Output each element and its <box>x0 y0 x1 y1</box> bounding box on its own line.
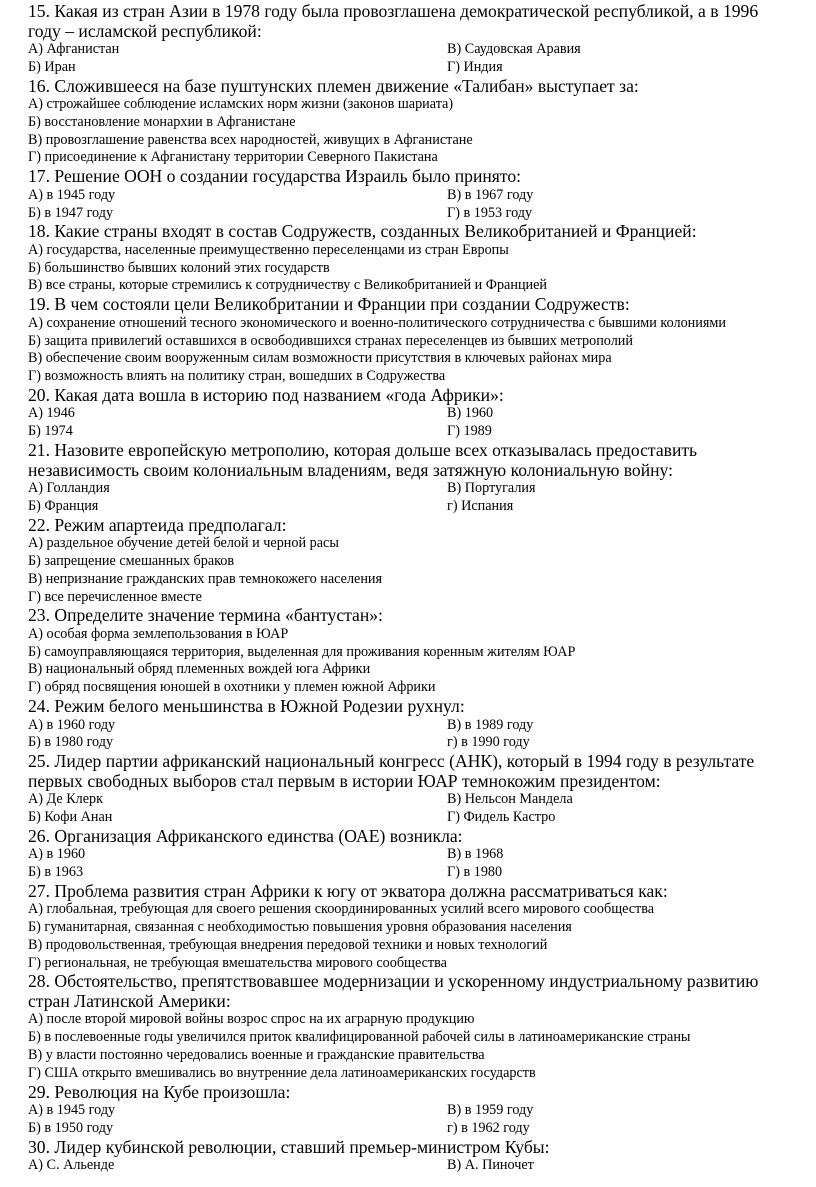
question-block <box>28 1083 788 1138</box>
answer-option: В) в 1959 году <box>447 1102 534 1119</box>
answer-row <box>28 791 788 809</box>
answer-option: В) в 1967 году <box>447 186 534 203</box>
answer-option: А) в 1945 году <box>28 186 116 203</box>
answer-option: Г) США открыто вмешивались во внутренние дела латиноамериканских государств <box>28 1064 536 1081</box>
question-text: 25. Лидер партии африканский национальный конгресс (АНК), который в 1994 году в результате первых свободных выборов стал первым в истории ЮАР темнокожим президентом: <box>28 751 755 791</box>
answer-option: А) глобальная, требующая для своего решения скоординированных усилий всего мирового сообщества <box>28 901 655 918</box>
answer-option: Б) Франция <box>28 497 99 514</box>
question-text: 30. Лидер кубинской революции, ставший премьер-министром Кубы: <box>28 1136 550 1157</box>
answer-option: А) государства, населенные преимущественно переселенцами из стран Европы <box>28 241 509 258</box>
answer-row <box>28 405 788 423</box>
answer-option: г) Испания <box>447 497 514 514</box>
answer-option: Б) защита привилегий оставшихся в освободившихся странах переселенцев из бывших метрополий <box>28 332 633 349</box>
answer-option: Б) в 1947 году <box>28 204 114 221</box>
question-text: 28. Обстоятельство, препятствовавшее модернизации и ускоренному индустриальному развитию стран Латинской Америки: <box>28 971 759 1011</box>
question-block <box>28 752 788 827</box>
question-text: 22. Режим апартеида предполагал: <box>28 514 287 535</box>
answer-option: В) провозглашение равенства всех народностей, живущих в Афганистане <box>28 131 473 148</box>
question-text: 26. Организация Африканского единства (ОАЕ) возникла: <box>28 825 463 846</box>
answer-option: Г) региональная, не требующая вмешательства мирового сообщества <box>28 954 447 971</box>
question-block <box>28 827 788 882</box>
answer-option: В) 1960 <box>447 405 494 422</box>
question-text: 15. Какая из стран Азии в 1978 году была провозглашена демократической республикой, а в 1996 году – исламской республикой: <box>28 1 759 41</box>
question-text: 18. Какие страны входят в состав Содружеств, созданных Великобританией и Францией: <box>28 221 697 242</box>
answer-row <box>28 480 788 498</box>
question-text: 20. Какая дата вошла в историю под названием «года Африки»: <box>28 384 504 405</box>
question-block <box>28 441 788 516</box>
answer-option: Б) в 1950 году <box>28 1119 114 1136</box>
answer-option: А) строжайшее соблюдение исламских норм жизни (законов шариата) <box>28 96 454 113</box>
answer-option: Г) Фидель Кастро <box>447 808 556 825</box>
question-block <box>28 295 788 386</box>
answer-row <box>28 809 788 827</box>
answer-option: А) Голландия <box>28 480 110 497</box>
question-text: 21. Назовите европейскую метрополию, которая дольше всех отказывалась предоставить независимость своим колониальным владениям, ведя затяжную колониальную войну: <box>28 440 698 480</box>
answer-option: г) в 1990 году <box>447 734 530 751</box>
answer-option: Б) большинство бывших колоний этих государств <box>28 259 330 276</box>
answer-option: В) Португалия <box>447 480 536 497</box>
answer-option: Г) все перечисленное вместе <box>28 588 202 605</box>
answer-row <box>28 59 788 77</box>
answer-option: В) непризнание гражданских прав темнокожего населения <box>28 570 383 587</box>
answer-option: А) в 1960 <box>28 846 86 863</box>
question-block <box>28 972 788 1082</box>
answer-option: Б) Иран <box>28 58 76 75</box>
answer-row <box>28 734 788 752</box>
answer-option: В) обеспечение своим вооруженным силам возможности присутствия в ключевых районах мира <box>28 350 612 367</box>
question-text: 19. В чем состояли цели Великобритании и Франции при создании Содружеств: <box>28 294 630 315</box>
answer-option: А) Де Клерк <box>28 791 104 808</box>
answer-option: Б) восстановление монархии в Афганистане <box>28 113 296 130</box>
answer-option: А) 1946 <box>28 405 75 422</box>
answer-row <box>28 864 788 882</box>
answer-option: Г) в 1980 <box>447 864 503 880</box>
question-text: 29. Революция на Кубе произошла: <box>28 1081 291 1102</box>
question-block <box>28 882 788 973</box>
answer-option: Г) в 1953 году <box>447 204 533 221</box>
answer-row <box>28 187 788 205</box>
question-text: 16. Сложившееся на базе пуштунских племен движение «Талибан» выступает за: <box>28 75 639 96</box>
answer-option: В) Саудовская Аравия <box>447 41 581 57</box>
answer-option: В) национальный обряд племенных вождей юга Африки <box>28 661 371 678</box>
answer-option: Б) самоуправляющаяся территория, выделенная для проживания коренным жителям ЮАР <box>28 643 576 660</box>
question-block <box>28 1138 788 1175</box>
question-text: 23. Определите значение термина «бантустан»: <box>28 605 383 626</box>
answer-option: В) у власти постоянно чередовались военные и гражданские правительства <box>28 1047 485 1064</box>
answer-option: В) все страны, которые стремились к сотрудничеству с Великобританией и Францией <box>28 277 548 294</box>
answer-option: А) С. Альенде <box>28 1157 115 1174</box>
answer-option: А) Афганистан <box>28 41 120 57</box>
answer-option: А) раздельное обучение детей белой и черной расы <box>28 535 339 552</box>
answer-option: В) продовольственная, требующая внедрения передовой техники и новых технологий <box>28 936 548 953</box>
question-block <box>28 697 788 752</box>
answer-option: Б) 1974 <box>28 423 73 440</box>
question-block <box>28 2 788 77</box>
answer-option: Б) в 1963 <box>28 864 84 880</box>
answer-option: А) в 1945 году <box>28 1102 116 1119</box>
answer-option: А) сохранение отношений тесного экономического и военно-политического сотрудничества с бывшими колониями <box>28 314 726 331</box>
question-block <box>28 516 788 607</box>
question-block <box>28 222 788 295</box>
answer-row <box>28 1102 788 1120</box>
answer-option: г) в 1962 году <box>447 1119 530 1136</box>
answer-row <box>28 498 788 516</box>
question-block <box>28 606 788 697</box>
answer-row <box>28 41 788 59</box>
question-block <box>28 77 788 168</box>
answer-option: Б) в послевоенные годы увеличился приток квалифицированной рабочей силы в латиноамериканские страны <box>28 1029 691 1046</box>
answer-option: Г) Индия <box>447 58 503 75</box>
answer-option: А) после второй мировой войны возрос спрос на их аграрную продукцию <box>28 1011 475 1028</box>
answer-option: Г) обряд посвящения юношей в охотники у племен южной Африки <box>28 679 436 696</box>
answer-option: В) в 1989 году <box>447 716 534 733</box>
answer-option: Г) возможность влиять на политику стран, вошедших в Содружества <box>28 368 446 385</box>
question-text: 27. Проблема развития стран Африки к югу от экватора должна рассматриваться как: <box>28 880 668 901</box>
answer-option: Г) 1989 <box>447 423 492 440</box>
answer-option: В) А. Пиночет <box>447 1157 534 1174</box>
answer-option: А) особая форма землепользования в ЮАР <box>28 625 289 642</box>
answer-option: В) в 1968 <box>447 846 504 863</box>
question-block <box>28 167 788 222</box>
question-text: 17. Решение ООН о создании государства Израиль было принято: <box>28 166 522 187</box>
answer-row <box>28 846 788 864</box>
answer-option: В) Нельсон Мандела <box>447 791 573 808</box>
answer-row <box>28 717 788 735</box>
answer-option: Б) в 1980 году <box>28 734 114 751</box>
answer-option: Г) присоединение к Афганистану территории Северного Пакистана <box>28 149 438 166</box>
answer-row <box>28 1157 788 1175</box>
answer-row <box>28 423 788 441</box>
question-text: 24. Режим белого меньшинства в Южной Родезии рухнул: <box>28 696 465 717</box>
answer-row <box>28 1120 788 1138</box>
answer-option: Б) запрещение смешанных браков <box>28 552 235 569</box>
answer-option: Б) Кофи Анан <box>28 808 113 825</box>
answer-row <box>28 205 788 223</box>
answer-option: Б) гуманитарная, связанная с необходимостью повышения уровня образования населения <box>28 919 572 936</box>
answer-option: А) в 1960 году <box>28 716 116 733</box>
question-block <box>28 386 788 441</box>
